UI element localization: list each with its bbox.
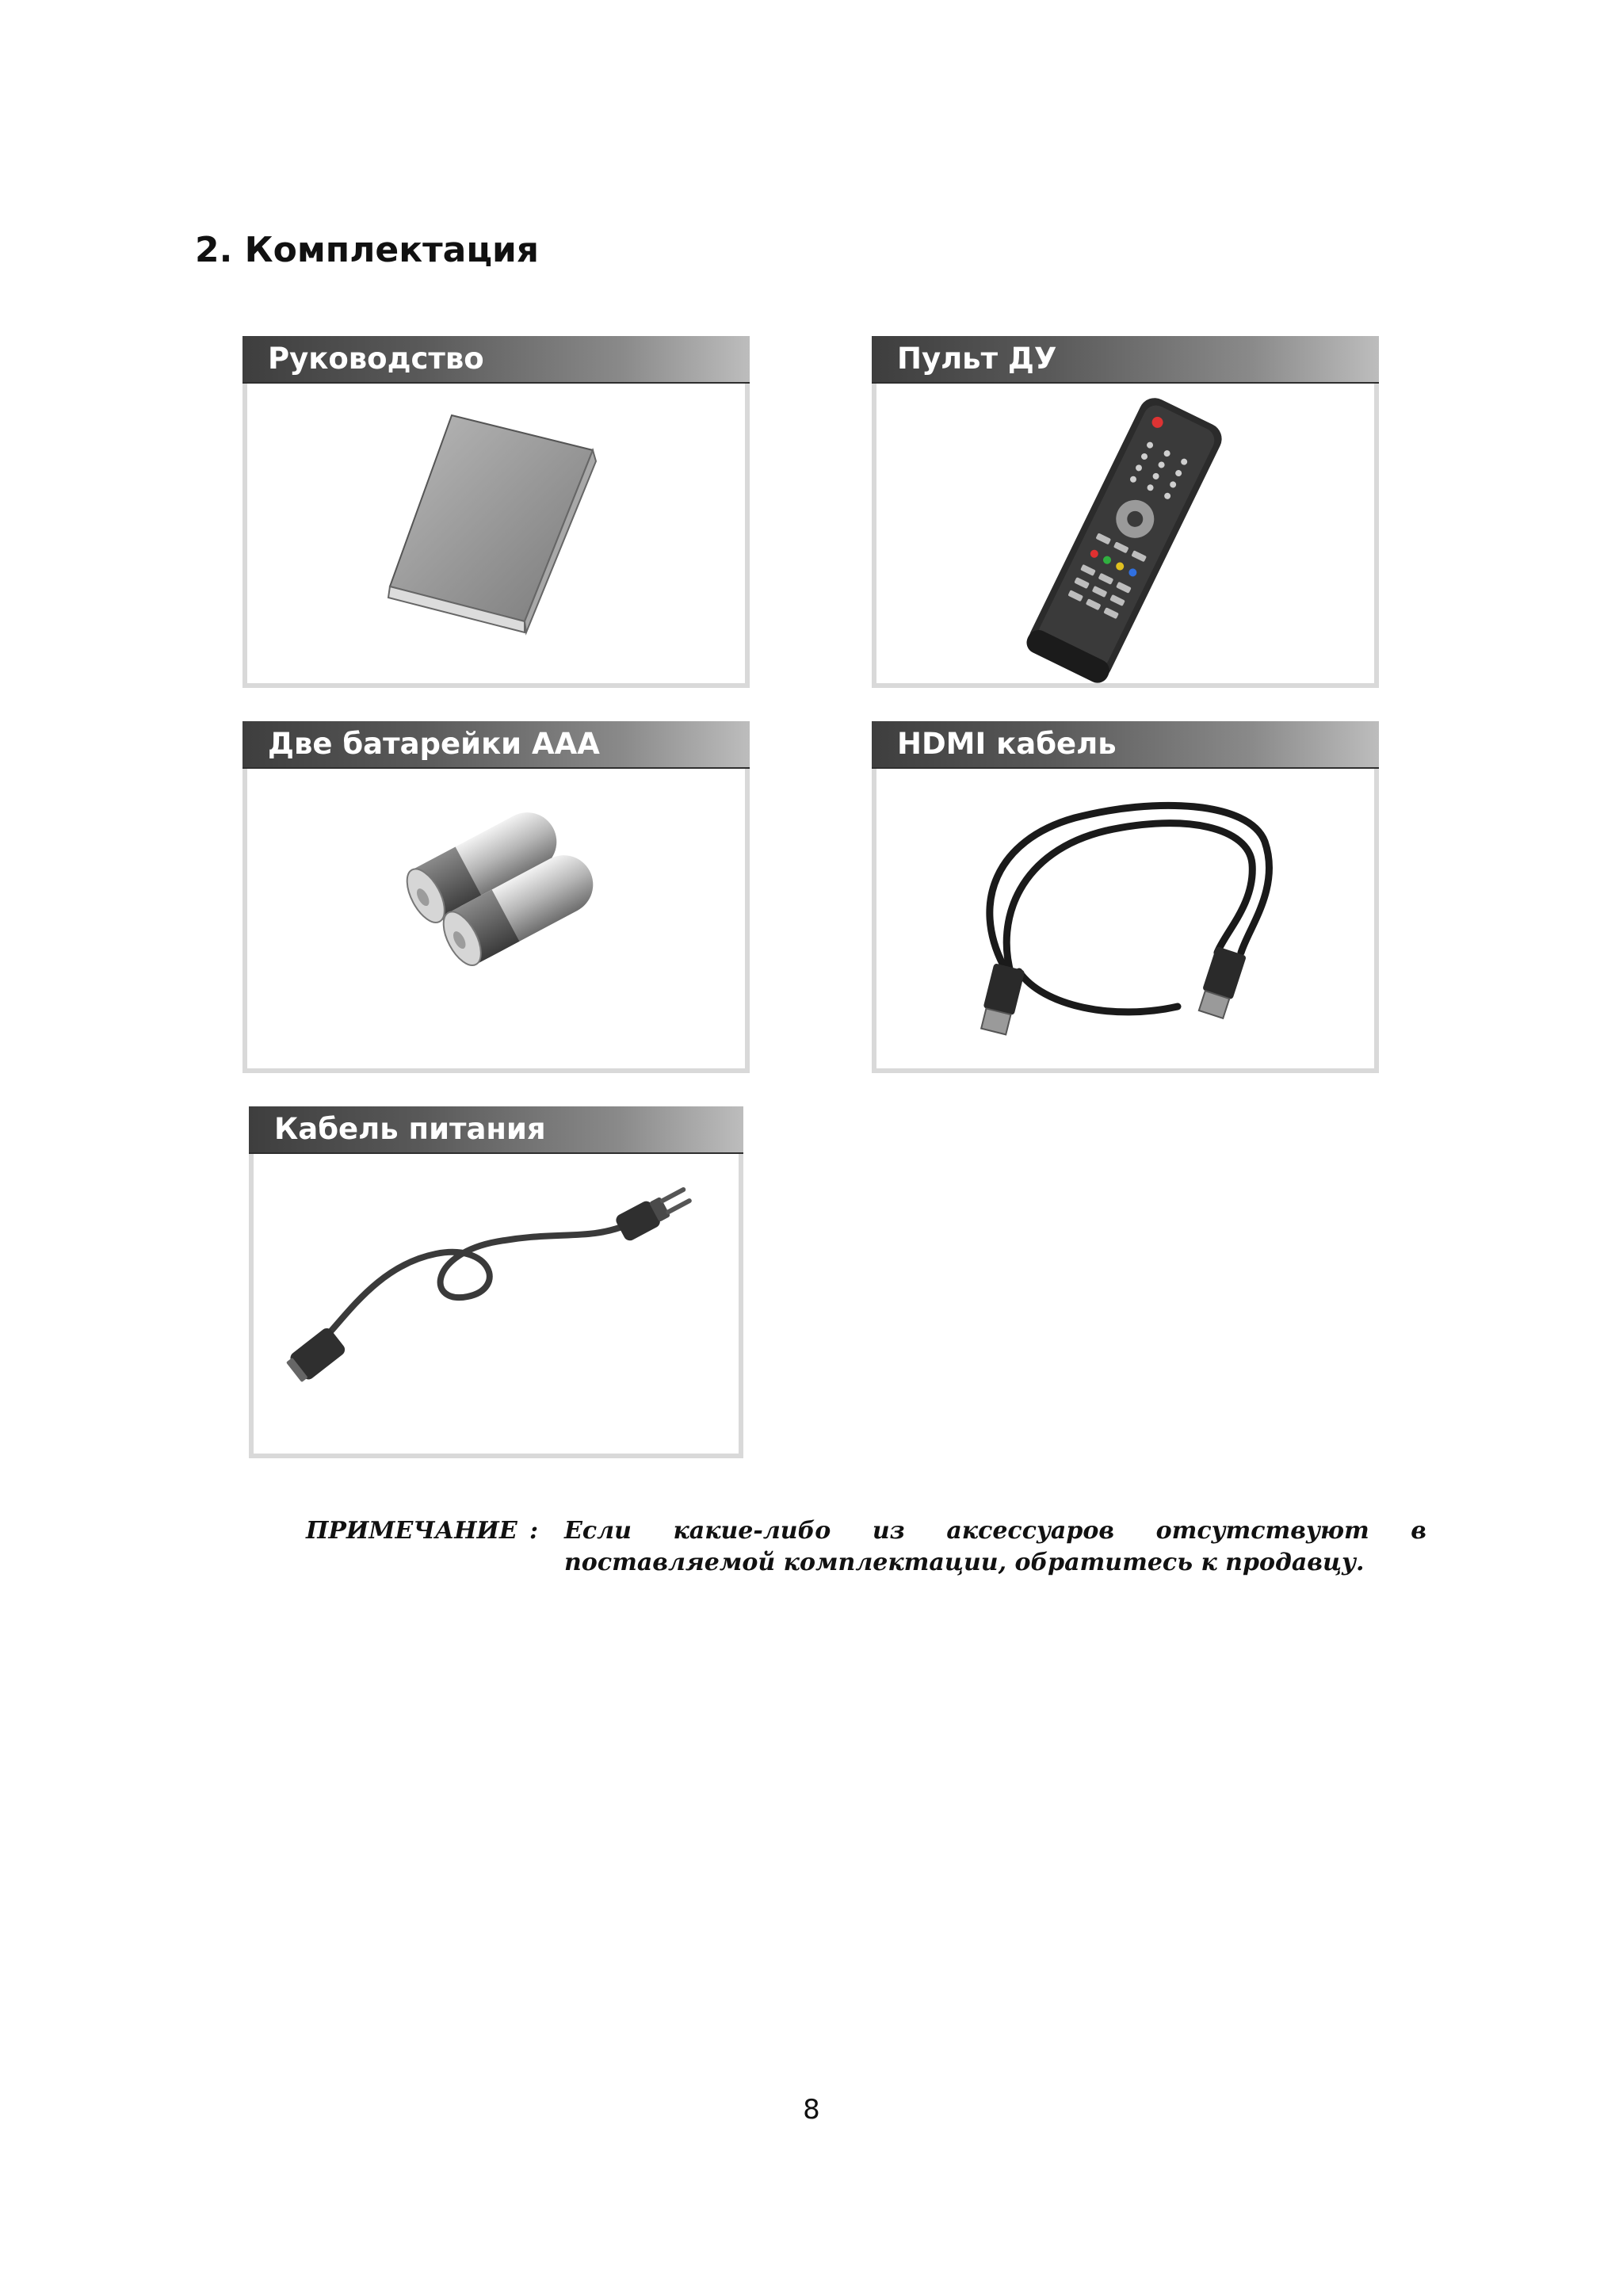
- item-card-header: [242, 336, 750, 384]
- item-title-hdmi: HDMI кабель: [897, 727, 1117, 761]
- note-colon: :: [529, 1517, 539, 1545]
- item-card-header: [872, 336, 1379, 384]
- page-number: 8: [803, 2094, 820, 2126]
- page-title: 2. Комплектация: [195, 230, 540, 270]
- remote-control-icon: [876, 384, 1374, 683]
- item-card-batteries: [242, 721, 750, 1073]
- aaa-batteries-icon: [247, 769, 745, 1068]
- note-text: Если какие-либо из аксессуаров отсутствуют в поставляемой комплектации, обратитесь к продавцу.: [564, 1517, 1426, 1576]
- item-title-manual: Руководство: [268, 342, 484, 376]
- item-card-remote: [872, 336, 1379, 688]
- hdmi-cable-icon: [876, 769, 1374, 1068]
- item-card-hdmi: [872, 721, 1379, 1073]
- note-label: ПРИМЕЧАНИЕ: [306, 1517, 517, 1545]
- item-card-header: [872, 721, 1379, 769]
- item-title-remote: Пульт ДУ: [897, 342, 1057, 376]
- manual-booklet-icon: [247, 384, 745, 683]
- power-cable-icon: [254, 1154, 739, 1454]
- item-title-batteries: Две батарейки AAA: [268, 727, 600, 761]
- item-card-header: [249, 1106, 743, 1154]
- item-title-power: Кабель питания: [274, 1112, 546, 1146]
- item-card-header: [242, 721, 750, 769]
- item-card-manual: [242, 336, 750, 688]
- item-card-power: [249, 1106, 743, 1458]
